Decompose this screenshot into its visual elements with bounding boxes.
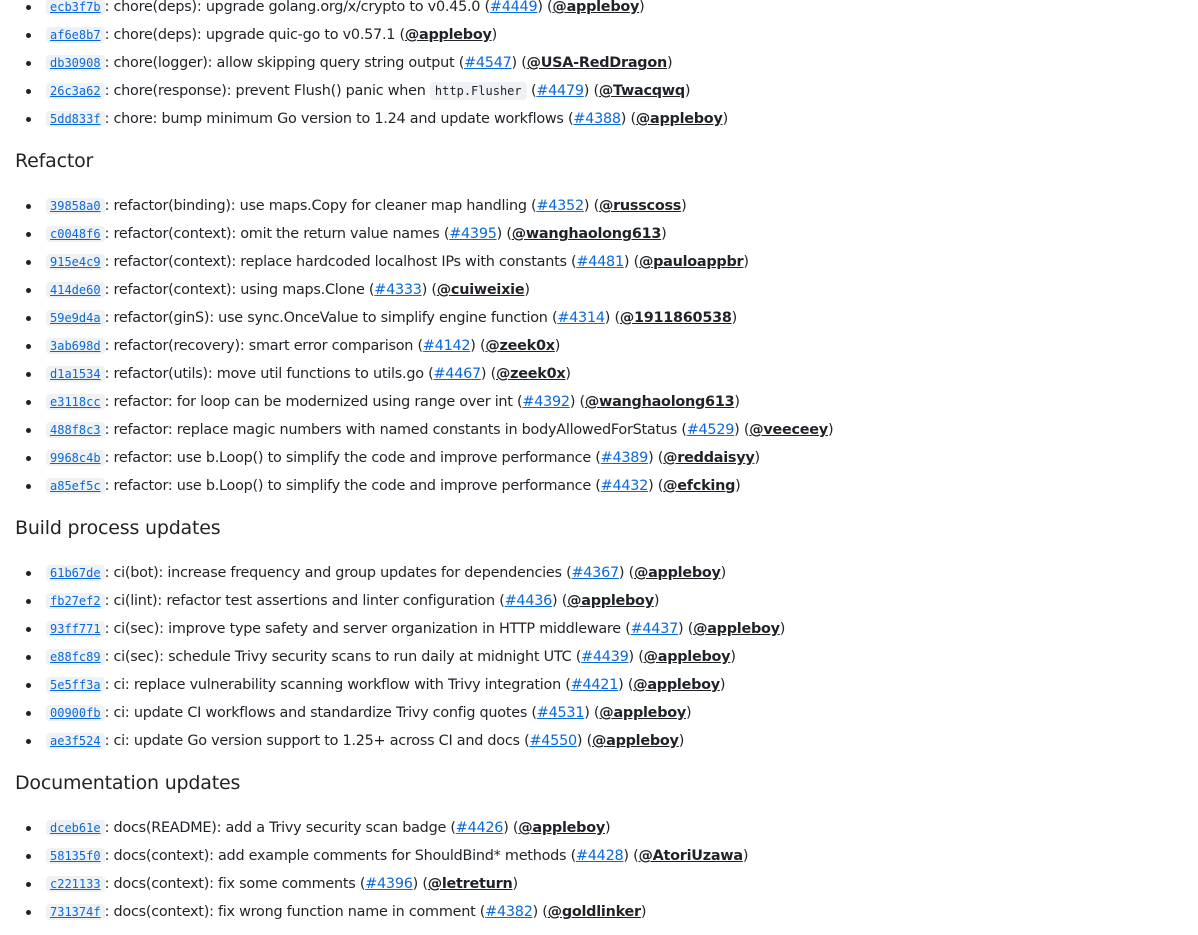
bullet-icon [26, 683, 31, 688]
bullet-icon [26, 372, 31, 377]
commit-sha-link[interactable]: 3ab698d [46, 338, 105, 354]
bullet-icon [26, 826, 31, 831]
pull-request-link[interactable]: #4437 [630, 621, 679, 637]
refactor-commit-list [15, 192, 1185, 500]
pull-request-link[interactable]: #4550 [529, 733, 577, 749]
commit-message: : docs(README): add a Trivy security scan badge [104, 820, 447, 836]
author-link[interactable]: @appleboy [693, 621, 780, 637]
bullet-icon [26, 428, 31, 433]
author-link[interactable]: @appleboy [633, 677, 720, 693]
commit-message: : ci: update CI workflows and standardize Trivy config quotes [104, 705, 528, 721]
commit-sha-link[interactable]: 488f8c3 [46, 422, 105, 438]
author-link[interactable]: @USA-RedDragon [526, 55, 667, 71]
commit-message: : chore(deps): upgrade quic-go to v0.57.1 [104, 27, 396, 43]
commit-message: : ci(bot): increase frequency and group updates for dependencies [104, 565, 562, 581]
commit-item: db30908 : chore(logger): allow skipping query string output (#4547) (@USA-RedDragon) [26, 49, 1185, 77]
bullet-icon [26, 854, 31, 859]
section-heading-refactor: Refactor [15, 150, 94, 172]
commit-message: : refactor: use b.Loop() to simplify the code and improve performance [104, 450, 591, 466]
commit-message: : docs(context): fix some comments [104, 876, 356, 892]
build-commit-list [15, 559, 1185, 755]
author-link[interactable]: @appleboy [404, 27, 492, 43]
commit-item: ecb3f7b : chore(deps): upgrade golang.org/x/crypto to v0.45.0 (#4449) (@appleboy) [26, 0, 1185, 21]
pull-request-link[interactable]: #4421 [570, 677, 619, 693]
author-link[interactable]: @veeceey [749, 422, 828, 438]
commit-item: 59e9d4a : refactor(ginS): use sync.OnceValue to simplify engine function (#4314) (@1911860538) [26, 304, 1185, 332]
commit-sha-link[interactable]: ecb3f7b [46, 0, 105, 15]
pull-request-link[interactable]: #4426 [455, 820, 504, 836]
pull-request-link[interactable]: #4389 [600, 450, 649, 466]
commit-item: 58135f0 : docs(context): add example comments for ShouldBind* methods (#4428) (@AtoriUzawa) [26, 842, 1185, 870]
commit-item: c221133 : docs(context): fix some comments (#4396) (@letreturn) [26, 870, 1185, 898]
pull-request-link[interactable]: #4392 [522, 394, 570, 410]
commit-item: 5dd833f : chore: bump minimum Go version to 1.24 and update workflows (#4388) (@appleboy) [26, 105, 1185, 133]
commit-item: 93ff771 : ci(sec): improve type safety and server organization in HTTP middleware (#4437) (@appleboy) [26, 615, 1185, 643]
bullet-icon [26, 484, 31, 489]
commit-sha-link[interactable]: af6e8b7 [46, 27, 105, 43]
commit-item: dceb61e : docs(README): add a Trivy security scan badge (#4426) (@appleboy) [26, 814, 1185, 842]
docs-commit-list [15, 814, 1185, 926]
author-link[interactable]: @cuiweixie [436, 282, 525, 298]
author-link[interactable]: @1911860538 [619, 310, 732, 326]
commit-message: : refactor(ginS): use sync.OnceValue to simplify engine function [104, 310, 548, 326]
author-link[interactable]: @pauloappbr [638, 254, 744, 270]
commit-sha-link[interactable]: c221133 [46, 876, 105, 892]
author-link[interactable]: @appleboy [591, 733, 679, 749]
commit-message: : chore: bump minimum Go version to 1.24 and update workflows [104, 111, 564, 127]
commit-item: 26c3a62 : chore(response): prevent Flush() panic when http.Flusher (#4479) (@Twacqwq) [26, 77, 1185, 105]
commit-item: e88fc89 : ci(sec): schedule Trivy security scans to run daily at midnight UTC (#4439) (@appleboy) [26, 643, 1185, 671]
commit-sha-link[interactable]: c0048f6 [46, 226, 105, 242]
commit-message: : refactor: for loop can be modernized using range over int [104, 394, 513, 410]
chore-commit-list [15, 0, 1185, 133]
commit-sha-link[interactable]: 26c3a62 [46, 83, 105, 99]
commit-item: 731374f : docs(context): fix wrong function name in comment (#4382) (@goldlinker) [26, 898, 1185, 926]
author-link[interactable]: @appleboy [633, 565, 721, 581]
commit-item: 3ab698d : refactor(recovery): smart error comparison (#4142) (@zeek0x) [26, 332, 1185, 360]
bullet-icon [26, 571, 31, 576]
pull-request-link[interactable]: #4314 [557, 310, 605, 326]
bullet-icon [26, 655, 31, 660]
bullet-icon [26, 599, 31, 604]
pull-request-link[interactable]: #4531 [536, 705, 585, 721]
bullet-icon [26, 204, 31, 209]
bullet-icon [26, 232, 31, 237]
bullet-icon [26, 456, 31, 461]
bullet-icon [26, 882, 31, 887]
author-link[interactable]: @zeek0x [495, 366, 566, 382]
commit-sha-link[interactable]: 93ff771 [46, 621, 105, 637]
inline-code: http.Flusher [430, 82, 527, 100]
commit-item: 414de60 : refactor(context): using maps.Clone (#4333) (@cuiweixie) [26, 276, 1185, 304]
pull-request-link[interactable]: #4529 [686, 422, 735, 438]
bullet-icon [26, 33, 31, 38]
bullet-icon [26, 260, 31, 265]
pull-request-link[interactable]: #4428 [575, 848, 624, 864]
commit-sha-link[interactable]: d1a1534 [46, 366, 105, 382]
commit-sha-link[interactable]: 58135f0 [46, 848, 105, 864]
commit-message: : refactor(context): replace hardcoded localhost IPs with constants [104, 254, 567, 270]
commit-message: : docs(context): fix wrong function name in comment [104, 904, 476, 920]
author-link[interactable]: @wanghaolong613 [584, 394, 735, 410]
pull-request-link[interactable]: #4382 [485, 904, 533, 920]
commit-message: : ci(sec): schedule Trivy security scans to run daily at midnight UTC [104, 649, 572, 665]
commit-item: ae3f524 : ci: update Go version support to 1.25+ across CI and docs (#4550) (@appleboy) [26, 727, 1185, 755]
pull-request-link[interactable]: #4395 [449, 226, 497, 242]
author-link[interactable]: @AtoriUzawa [638, 848, 743, 864]
commit-message: : ci: update Go version support to 1.25+ across CI and docs [104, 733, 520, 749]
author-link[interactable]: @appleboy [635, 111, 723, 127]
pull-request-link[interactable]: #4481 [576, 254, 624, 270]
commit-item: 9968c4b : refactor: use b.Loop() to simplify the code and improve performance (#4389) (@reddaisyy) [26, 444, 1185, 472]
commit-message: : chore(logger): allow skipping query string output [104, 55, 455, 71]
bullet-icon [26, 61, 31, 66]
bullet-icon [26, 5, 31, 10]
author-link[interactable]: @wanghaolong613 [511, 226, 662, 242]
commit-item: 5e5ff3a : ci: replace vulnerability scanning workflow with Trivy integration (#4421) (@appleboy) [26, 671, 1185, 699]
commit-sha-link[interactable]: db30908 [46, 55, 105, 71]
commit-message: : docs(context): add example comments for ShouldBind* methods [104, 848, 567, 864]
author-link[interactable]: @appleboy [518, 820, 605, 836]
commit-message: : ci(lint): refactor test assertions and linter configuration [104, 593, 495, 609]
commit-message: : ci: replace vulnerability scanning workflow with Trivy integration [104, 677, 561, 693]
bullet-icon [26, 627, 31, 632]
commit-message: : chore(response): prevent Flush() panic when [104, 83, 426, 99]
author-link[interactable]: @appleboy [599, 705, 687, 721]
commit-message: : refactor(context): omit the return value names [104, 226, 440, 242]
commit-sha-link[interactable]: 731374f [46, 904, 105, 920]
commit-sha-link[interactable]: a85ef5c [46, 478, 105, 494]
pull-request-link[interactable]: #4479 [536, 83, 584, 99]
author-link[interactable]: @appleboy [643, 649, 731, 665]
pull-request-link[interactable]: #4333 [374, 282, 422, 298]
commit-item: 915e4c9 : refactor(context): replace hardcoded localhost IPs with constants (#4481) (@pauloappbr) [26, 248, 1185, 276]
pull-request-link[interactable]: #4436 [504, 593, 553, 609]
commit-message: : refactor: replace magic numbers with named constants in bodyAllowedForStatus [104, 422, 678, 438]
commit-item: e3118cc : refactor: for loop can be modernized using range over int (#4392) (@wanghaolong613) [26, 388, 1185, 416]
commit-sha-link[interactable]: 61b67de [46, 565, 105, 581]
commit-message: : refactor(utils): move util functions to utils.go [104, 366, 424, 382]
pull-request-link[interactable]: #4142 [422, 338, 471, 354]
commit-item: a85ef5c : refactor: use b.Loop() to simplify the code and improve performance (#4432) (@efcking) [26, 472, 1185, 500]
pull-request-link[interactable]: #4439 [581, 649, 629, 665]
author-link[interactable]: @appleboy [552, 0, 640, 15]
commit-sha-link[interactable]: 9968c4b [46, 450, 105, 466]
commit-sha-link[interactable]: e3118cc [46, 394, 105, 410]
bullet-icon [26, 739, 31, 744]
commit-message: : ci(sec): improve type safety and server organization in HTTP middleware [104, 621, 621, 637]
bullet-icon [26, 117, 31, 122]
commit-sha-link[interactable]: 5e5ff3a [46, 677, 105, 693]
commit-sha-link[interactable]: 00900fb [46, 705, 105, 721]
commit-item: 00900fb : ci: update CI workflows and standardize Trivy config quotes (#4531) (@appleboy) [26, 699, 1185, 727]
commit-sha-link[interactable]: 414de60 [46, 282, 105, 298]
bullet-icon [26, 316, 31, 321]
author-link[interactable]: @appleboy [567, 593, 654, 609]
bullet-icon [26, 89, 31, 94]
author-link[interactable]: @zeek0x [485, 338, 555, 354]
pull-request-link[interactable]: #4396 [365, 876, 413, 892]
author-link[interactable]: @russcoss [598, 198, 682, 214]
commit-sha-link[interactable]: 39858a0 [46, 198, 105, 214]
author-link[interactable]: @efcking [663, 478, 736, 494]
commit-item: 61b67de : ci(bot): increase frequency and group updates for dependencies (#4367) (@appleboy) [26, 559, 1185, 587]
commit-sha-link[interactable]: fb27ef2 [46, 593, 105, 609]
commit-sha-link[interactable]: e88fc89 [46, 649, 105, 665]
commit-message: : refactor: use b.Loop() to simplify the code and improve performance [104, 478, 591, 494]
bullet-icon [26, 288, 31, 293]
bullet-icon [26, 400, 31, 405]
commit-item: fb27ef2 : ci(lint): refactor test assertions and linter configuration (#4436) (@appleboy) [26, 587, 1185, 615]
author-link[interactable]: @Twacqwq [598, 83, 685, 99]
pull-request-link[interactable]: #4432 [600, 478, 649, 494]
commit-item: d1a1534 : refactor(utils): move util functions to utils.go (#4467) (@zeek0x) [26, 360, 1185, 388]
commit-item: 488f8c3 : refactor: replace magic numbers with named constants in bodyAllowedForStatus (#4529) (@veeceey) [26, 416, 1185, 444]
bullet-icon [26, 711, 31, 716]
commit-sha-link[interactable]: 5dd833f [46, 111, 105, 127]
author-link[interactable]: @goldlinker [547, 904, 641, 920]
pull-request-link[interactable]: #4388 [573, 111, 621, 127]
author-link[interactable]: @reddaisyy [663, 450, 755, 466]
section-heading-documentation: Documentation updates [15, 772, 241, 794]
pull-request-link[interactable]: #4449 [489, 0, 538, 15]
release-notes-body [15, 0, 1185, 926]
pull-request-link[interactable]: #4352 [536, 198, 584, 214]
commit-item: af6e8b7 : chore(deps): upgrade quic-go to v0.57.1 (@appleboy) [26, 21, 1185, 49]
commit-message: : refactor(context): using maps.Clone [104, 282, 365, 298]
commit-sha-link[interactable]: dceb61e [46, 820, 105, 836]
author-link[interactable]: @letreturn [427, 876, 513, 892]
commit-item: c0048f6 : refactor(context): omit the return value names (#4395) (@wanghaolong613) [26, 220, 1185, 248]
commit-message: : chore(deps): upgrade golang.org/x/crypto to v0.45.0 [104, 0, 481, 15]
commit-message: : refactor(binding): use maps.Copy for cleaner map handling [104, 198, 527, 214]
bullet-icon [26, 910, 31, 915]
commit-sha-link[interactable]: ae3f524 [46, 733, 105, 749]
pull-request-link[interactable]: #4467 [433, 366, 481, 382]
commit-message: : refactor(recovery): smart error comparison [104, 338, 414, 354]
commit-sha-link[interactable]: 915e4c9 [46, 254, 105, 270]
section-heading-build: Build process updates [15, 517, 221, 539]
commit-sha-link[interactable]: 59e9d4a [46, 310, 105, 326]
commit-item: 39858a0 : refactor(binding): use maps.Copy for cleaner map handling (#4352) (@russcoss) [26, 192, 1185, 220]
pull-request-link[interactable]: #4367 [571, 565, 619, 581]
bullet-icon [26, 344, 31, 349]
pull-request-link[interactable]: #4547 [464, 55, 512, 71]
